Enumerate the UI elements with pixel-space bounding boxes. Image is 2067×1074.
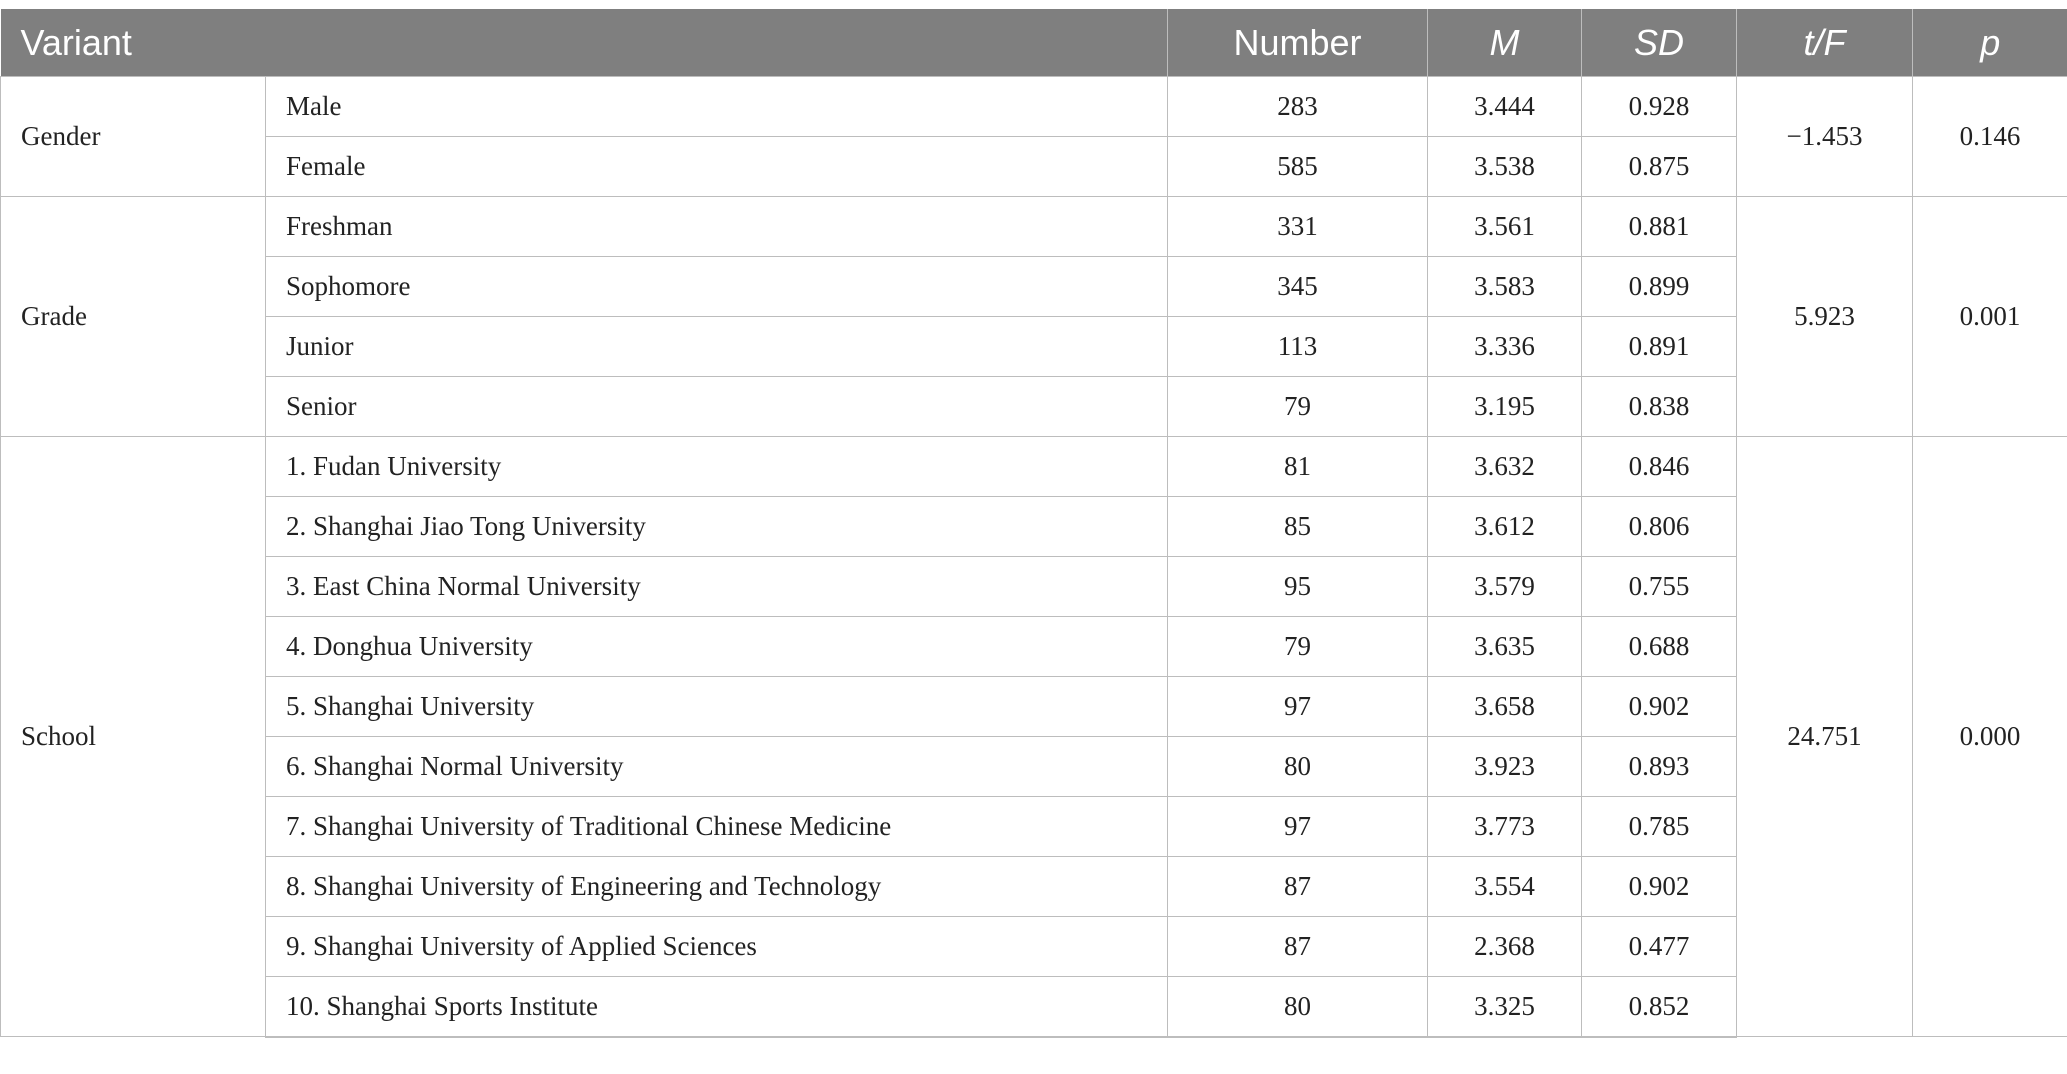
number-cell: 283 — [1168, 77, 1428, 137]
sd-cell: 0.838 — [1582, 377, 1737, 437]
level-cell: 1. Fudan University — [266, 437, 1168, 497]
mean-cell: 3.632 — [1428, 437, 1582, 497]
level-cell: 6. Shanghai Normal University — [266, 737, 1168, 797]
level-cell: Female — [266, 137, 1168, 197]
mean-cell: 3.561 — [1428, 197, 1582, 257]
mean-cell: 3.195 — [1428, 377, 1582, 437]
mean-cell: 2.368 — [1428, 917, 1582, 977]
level-cell: 7. Shanghai University of Traditional Chinese Medicine — [266, 797, 1168, 857]
number-cell: 97 — [1168, 677, 1428, 737]
header-variant: Variant — [1, 9, 1168, 77]
statistics-table — [0, 9, 2067, 1038]
number-cell: 85 — [1168, 497, 1428, 557]
level-cell: 8. Shanghai University of Engineering and Technology — [266, 857, 1168, 917]
tf-cell: 5.923 — [1737, 197, 1913, 437]
sd-cell: 0.806 — [1582, 497, 1737, 557]
number-cell: 585 — [1168, 137, 1428, 197]
level-cell: 9. Shanghai University of Applied Sciences — [266, 917, 1168, 977]
sd-cell: 0.881 — [1582, 197, 1737, 257]
level-cell: 4. Donghua University — [266, 617, 1168, 677]
header-p: p — [1913, 9, 2067, 77]
number-cell: 345 — [1168, 257, 1428, 317]
mean-cell: 3.658 — [1428, 677, 1582, 737]
header-number: Number — [1168, 9, 1428, 77]
p-cell: 0.000 — [1913, 437, 2067, 1037]
sd-cell: 0.928 — [1582, 77, 1737, 137]
number-cell: 95 — [1168, 557, 1428, 617]
table-row — [1, 77, 2067, 137]
sd-cell: 0.785 — [1582, 797, 1737, 857]
table-row — [1, 197, 2067, 257]
mean-cell: 3.444 — [1428, 77, 1582, 137]
tf-cell: 24.751 — [1737, 437, 1913, 1037]
sd-cell: 0.875 — [1582, 137, 1737, 197]
level-cell: Freshman — [266, 197, 1168, 257]
number-cell: 113 — [1168, 317, 1428, 377]
table-row — [1, 437, 2067, 497]
header-row — [1, 9, 2067, 77]
variant-cell: Gender — [1, 77, 266, 197]
number-cell: 80 — [1168, 737, 1428, 797]
mean-cell: 3.554 — [1428, 857, 1582, 917]
mean-cell: 3.579 — [1428, 557, 1582, 617]
sd-cell: 0.891 — [1582, 317, 1737, 377]
mean-cell: 3.336 — [1428, 317, 1582, 377]
level-cell: 5. Shanghai University — [266, 677, 1168, 737]
sd-cell: 0.755 — [1582, 557, 1737, 617]
number-cell: 87 — [1168, 857, 1428, 917]
number-cell: 81 — [1168, 437, 1428, 497]
mean-cell: 3.635 — [1428, 617, 1582, 677]
number-cell: 80 — [1168, 977, 1428, 1037]
level-cell: 3. East China Normal University — [266, 557, 1168, 617]
number-cell: 79 — [1168, 617, 1428, 677]
sd-cell: 0.846 — [1582, 437, 1737, 497]
level-cell: 10. Shanghai Sports Institute — [266, 977, 1168, 1037]
sd-cell: 0.477 — [1582, 917, 1737, 977]
sd-cell: 0.688 — [1582, 617, 1737, 677]
mean-cell: 3.612 — [1428, 497, 1582, 557]
header-mean: M — [1428, 9, 1582, 77]
sd-cell: 0.902 — [1582, 677, 1737, 737]
sd-cell: 0.893 — [1582, 737, 1737, 797]
header-tf: t/F — [1737, 9, 1913, 77]
sd-cell: 0.852 — [1582, 977, 1737, 1037]
level-cell: Senior — [266, 377, 1168, 437]
mean-cell: 3.923 — [1428, 737, 1582, 797]
variant-cell: Grade — [1, 197, 266, 437]
number-cell: 79 — [1168, 377, 1428, 437]
sd-cell: 0.899 — [1582, 257, 1737, 317]
header-sd: SD — [1582, 9, 1737, 77]
p-cell: 0.001 — [1913, 197, 2067, 437]
level-cell: Junior — [266, 317, 1168, 377]
mean-cell: 3.325 — [1428, 977, 1582, 1037]
variant-cell: School — [1, 437, 266, 1037]
sd-cell: 0.902 — [1582, 857, 1737, 917]
mean-cell: 3.583 — [1428, 257, 1582, 317]
p-cell: 0.146 — [1913, 77, 2067, 197]
table-header — [1, 9, 2067, 77]
number-cell: 87 — [1168, 917, 1428, 977]
number-cell: 97 — [1168, 797, 1428, 857]
number-cell: 331 — [1168, 197, 1428, 257]
mean-cell: 3.773 — [1428, 797, 1582, 857]
table-body — [1, 77, 2067, 1037]
level-cell: Male — [266, 77, 1168, 137]
level-cell: Sophomore — [266, 257, 1168, 317]
mean-cell: 3.538 — [1428, 137, 1582, 197]
tf-cell: −1.453 — [1737, 77, 1913, 197]
level-cell: 2. Shanghai Jiao Tong University — [266, 497, 1168, 557]
